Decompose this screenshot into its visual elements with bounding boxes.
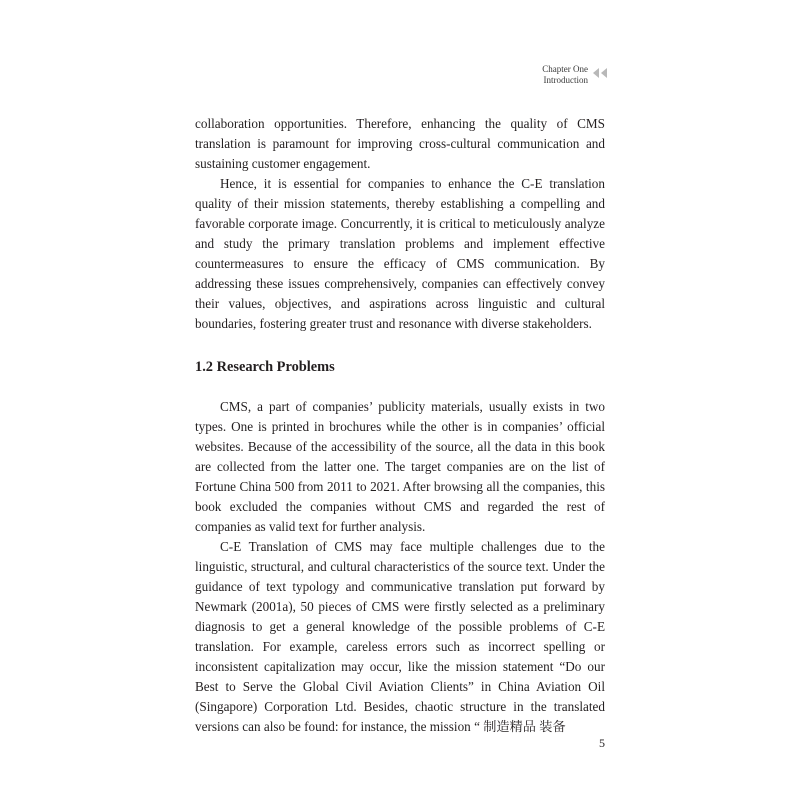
section-heading: 1.2 Research Problems bbox=[195, 359, 335, 375]
body-text-top bbox=[195, 114, 605, 334]
double-chevron-left-icon bbox=[592, 66, 610, 80]
paragraph: CMS, a part of companies’ publicity materials, usually exists in two types. One is printed in brochures while the other is in companies’ official websites. Because of the accessibility of the source, all the data in this book are collected from the latter one. The target companies are on the list of Fortune China 500 from 2011 to 2021. After browsing all the companies, this book excluded the companies without CMS and regarded the rest of companies as valid text for further analysis. bbox=[195, 399, 605, 534]
page-number: 5 bbox=[599, 736, 605, 750]
body-text-bottom bbox=[195, 397, 605, 737]
paragraph: C-E Translation of CMS may face multiple challenges due to the linguistic, structural, and cultural characteristics of the source text. Under the guidance of text typology and communicative translation put forward by Newmark (2001a), 50 pieces of CMS were firstly selected as a preliminary diagnosis to get a general knowledge of the possible problems of C-E translation. For example, careless errors such as incorrect spelling or inconsistent capitalization may occur, like the mission statement “Do our Best to Serve the Global Civil Aviation Clients” in China Aviation Oil (Singapore) Corporation Ltd. Besides, chaotic structure in the translated versions can also be found: for instance, the mission “ 制造精品 装备 bbox=[195, 539, 605, 734]
running-head bbox=[542, 64, 588, 86]
running-head-chapter: Chapter One bbox=[542, 64, 588, 74]
paragraph: Hence, it is essential for companies to enhance the C-E translation quality of their mission statements, thereby establishing a compelling and favorable corporate image. Concurrently, it is critical to meticulously analyze and study the primary translation problems and implement effective countermeasures to ensure the efficacy of CMS communication. By addressing these issues comprehensively, companies can effectively convey their values, objectives, and aspirations across linguistic and cultural boundaries, fostering greater trust and resonance with diverse stakeholders. bbox=[195, 176, 605, 331]
paragraph: collaboration opportunities. Therefore, enhancing the quality of CMS translation is paramount for improving cross-cultural communication and sustaining customer engagement. bbox=[195, 116, 605, 171]
running-head-section: Introduction bbox=[543, 75, 588, 85]
